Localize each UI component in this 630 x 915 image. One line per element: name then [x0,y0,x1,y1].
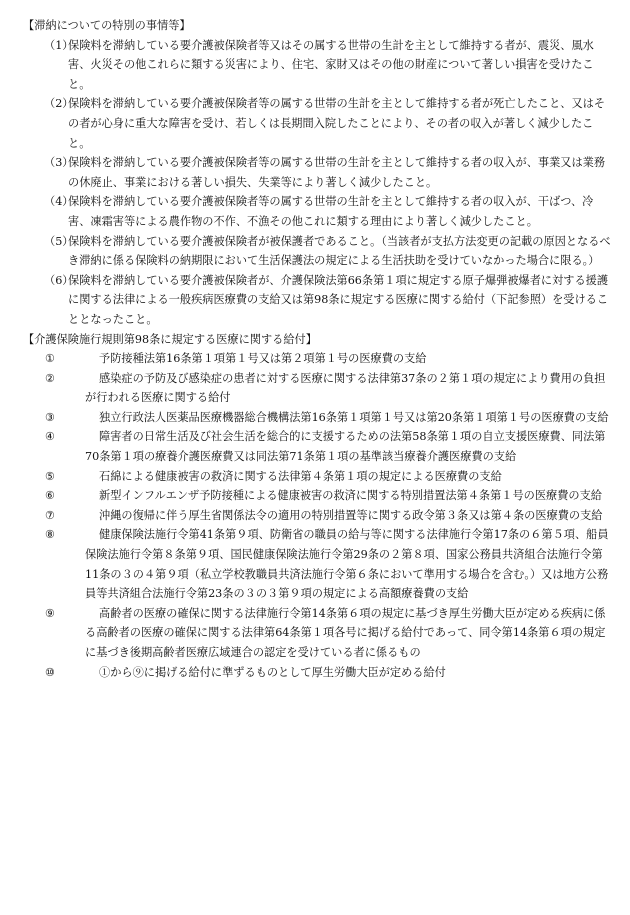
benefit-text: ①から⑨に掲げる給付に準ずるものとして厚生労働大臣が定める給付 [99,665,446,679]
item-number: （1） [44,38,74,52]
item-number: （4） [44,195,74,209]
benefit-item [16,604,614,663]
benefit-number: ⑤ [45,469,56,483]
benefit-item [16,525,614,603]
list-item [16,232,614,271]
benefit-item [16,369,614,408]
benefit-item [16,349,614,369]
list-item [16,153,614,192]
item-number: （5） [44,234,74,248]
benefit-text: 予防接種法第16条第１項第１号又は第２項第１号の医療費の支給 [99,352,427,366]
benefit-item [16,486,614,506]
item-text: 保険料を滞納している要介護被保険者が、介護保険法第66条第１項に規定する原子爆弾被爆者に対する援護に関する法律による一般疾病医療費の支給又は第98条に規定する医療に関する給付（下記参照）を受けることとなったこと。 [68,273,609,326]
benefit-text: 独立行政法人医薬品医療機器総合機構法第16条第１項第１号又は第20条第１項第１号の医療費の支給 [99,410,609,424]
section-heading: 【介護保険施行規則第98条に規定する医療に関する給付】 [23,332,317,346]
benefit-number: ① [45,352,56,366]
section-special-circumstances [16,16,614,330]
benefit-number: ② [45,371,56,385]
benefit-text: 石綿による健康被害の救済に関する法律第４条第１項の規定による医療費の支給 [99,469,502,483]
benefit-item [16,408,614,428]
benefit-text: 新型インフルエンザ予防接種による健康被害の救済に関する特別措置法第４条第１号の医療費の支給 [99,489,602,503]
benefit-number: ⑩ [45,665,56,679]
section-heading: 【滞納についての特別の事情等】 [23,19,191,32]
item-number: （2） [44,97,74,111]
benefit-number: ⑧ [45,528,56,542]
benefit-item [16,467,614,487]
benefit-item [16,506,614,526]
benefit-text: 障害者の日常生活及び社会生活を総合的に支援するための法第58条第１項の自立支援医療費、同法第70条第１項の療養介護医療費又は同法第71条第１項の基準該当療養介護医療費の支給 [85,430,606,464]
benefit-number: ⑦ [45,508,56,522]
item-text: 保険料を滞納している要介護被保険者等の属する世帯の生計を主として維持する者の収入が、干ばつ、冷害、凍霜害等による農作物の不作、不漁その他これに類する理由により著しく減少したこと。 [68,195,594,228]
benefit-text: 高齢者の医療の確保に関する法律施行令第14条第６項の規定に基づき厚生労働大臣が定める疾病に係る高齢者の医療の確保に関する法律第64条第１項各号に掲げる給付であって、同令第14条第６項の規定に基づき後期高齢者医療広域連合の認定を受けている者に係るもの [85,606,606,659]
item-number: （3） [44,156,74,170]
list-item [16,192,614,231]
item-text: 保険料を滞納している要介護被保険者等又はその属する世帯の生計を主として維持する者が、震災、風水害、火災その他これらに類する災害により、住宅、家財又はその他の財産について著しい損害を受けたこと。 [68,38,594,91]
list-item [16,94,614,153]
benefit-number: ⑨ [45,606,56,620]
item-text: 保険料を滞納している要介護被保険者が被保護者であること。（当該者が支払方法変更の記載の原因となるべき滞納に係る保険料の納期限において生活保護法の規定による生活扶助を受けていなかった場合に限る。） [68,234,611,268]
item-number: （6） [44,273,74,287]
benefit-text: 沖縄の復帰に伴う厚生省関係法令の適用の特別措置等に関する政令第３条又は第４条の医療費の支給 [99,508,603,522]
benefit-number: ⑥ [45,489,56,503]
benefit-text: 感染症の予防及び感染症の患者に対する医療に関する法律第37条の２第１項の規定により費用の負担が行われる医療に関する給付 [85,371,606,405]
benefit-text: 健康保険法施行令第41条第９項、防衛省の職員の給与等に関する法律施行令第17条の６第５項、船員保険法施行令第８条第９項、国民健康保険法施行令第29条の２第８項、国家公務員共済組合法施行令第11条の３の４第９項（私立学校教職員共済法施行令第６条において準用する場合を含む。）又は地方公務員等共済組合法施行令第23条の３の３第９項の規定による高額療養費の支給 [85,528,609,601]
section-medical-benefits [16,330,614,683]
item-text: 保険料を滞納している要介護被保険者等の属する世帯の生計を主として維持する者の収入が、事業又は業務の休廃止、事業における著しい損失、失業等により著しく減少したこと。 [68,156,606,189]
benefit-item [16,427,614,466]
list-item [16,271,614,330]
list-item [16,36,614,95]
item-text: 保険料を滞納している要介護被保険者等の属する世帯の生計を主として維持する者が死亡したこと、又はその者が心身に重大な障害を受け、若しくは長期間入院したことにより、その者の収入が著しく減少したこと。 [68,97,606,150]
benefit-number: ③ [45,410,56,424]
benefit-number: ④ [45,430,56,444]
benefit-item [16,663,614,683]
